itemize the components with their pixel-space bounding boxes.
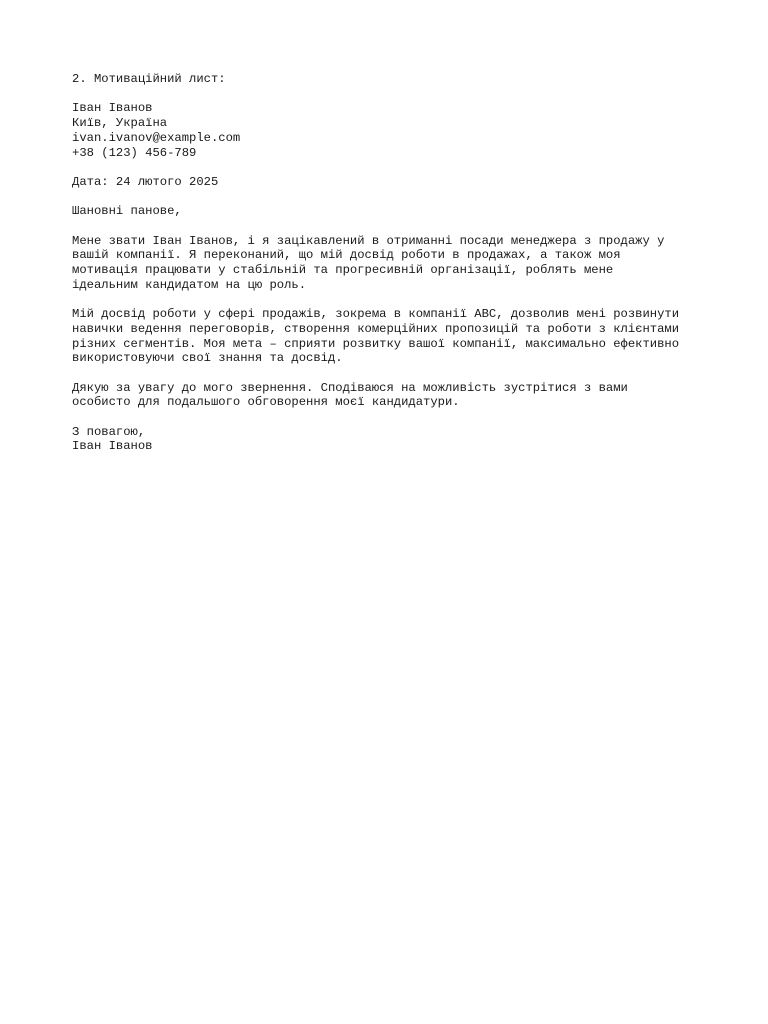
sender-email: ivan.ivanov@example.com	[72, 130, 241, 145]
sender-phone: +38 (123) 456-789	[72, 145, 197, 160]
paragraph-3	[72, 381, 712, 410]
paragraph-line: Дякую за увагу до мого звернення. Сподіваюся на можливість зустрітися з вами	[72, 380, 628, 395]
sender-location: Київ, Україна	[72, 116, 168, 131]
paragraph-1	[72, 234, 712, 293]
paragraph-line: вашій компанії. Я переконаний, що мій досвід роботи в продажах, а також моя	[72, 248, 621, 263]
letter-heading: 2. Мотиваційний лист:	[72, 72, 226, 86]
paragraph-2	[72, 307, 712, 366]
letter-date-block	[72, 175, 712, 190]
closing-block	[72, 425, 712, 454]
signature-name: Іван Іванов	[72, 439, 153, 454]
sender-name: Іван Іванов	[72, 101, 153, 116]
closing: З повагою,	[72, 424, 146, 439]
paragraph-line: Мене звати Іван Іванов, і я зацікавлений в отриманні посади менеджера з продажу у	[72, 233, 665, 248]
letter-date: Дата: 24 лютого 2025	[72, 174, 219, 189]
paragraph-line: використовуючи свої знання та досвід.	[72, 351, 343, 366]
salutation-block	[72, 204, 712, 219]
salutation: Шановні панове,	[72, 204, 182, 219]
paragraph-line: особисто для подальшого обговорення моєї кандидатури.	[72, 395, 460, 410]
paragraph-line: мотивація працювати у стабільній та прогресивній організації, роблять мене	[72, 263, 614, 278]
paragraph-line: Мій досвід роботи у сфері продажів, зокрема в компанії ABC, дозволив мені розвинути	[72, 307, 680, 322]
paragraph-line: різних сегментів. Моя мета – сприяти розвитку вашої компанії, максимально ефективно	[72, 336, 680, 351]
letter-page	[72, 72, 712, 469]
letter-heading-block	[72, 72, 712, 87]
sender-info	[72, 101, 712, 160]
paragraph-line: навички ведення переговорів, створення комерційних пропозицій та роботи з клієнтами	[72, 321, 680, 336]
paragraph-line: ідеальним кандидатом на цю роль.	[72, 277, 307, 292]
